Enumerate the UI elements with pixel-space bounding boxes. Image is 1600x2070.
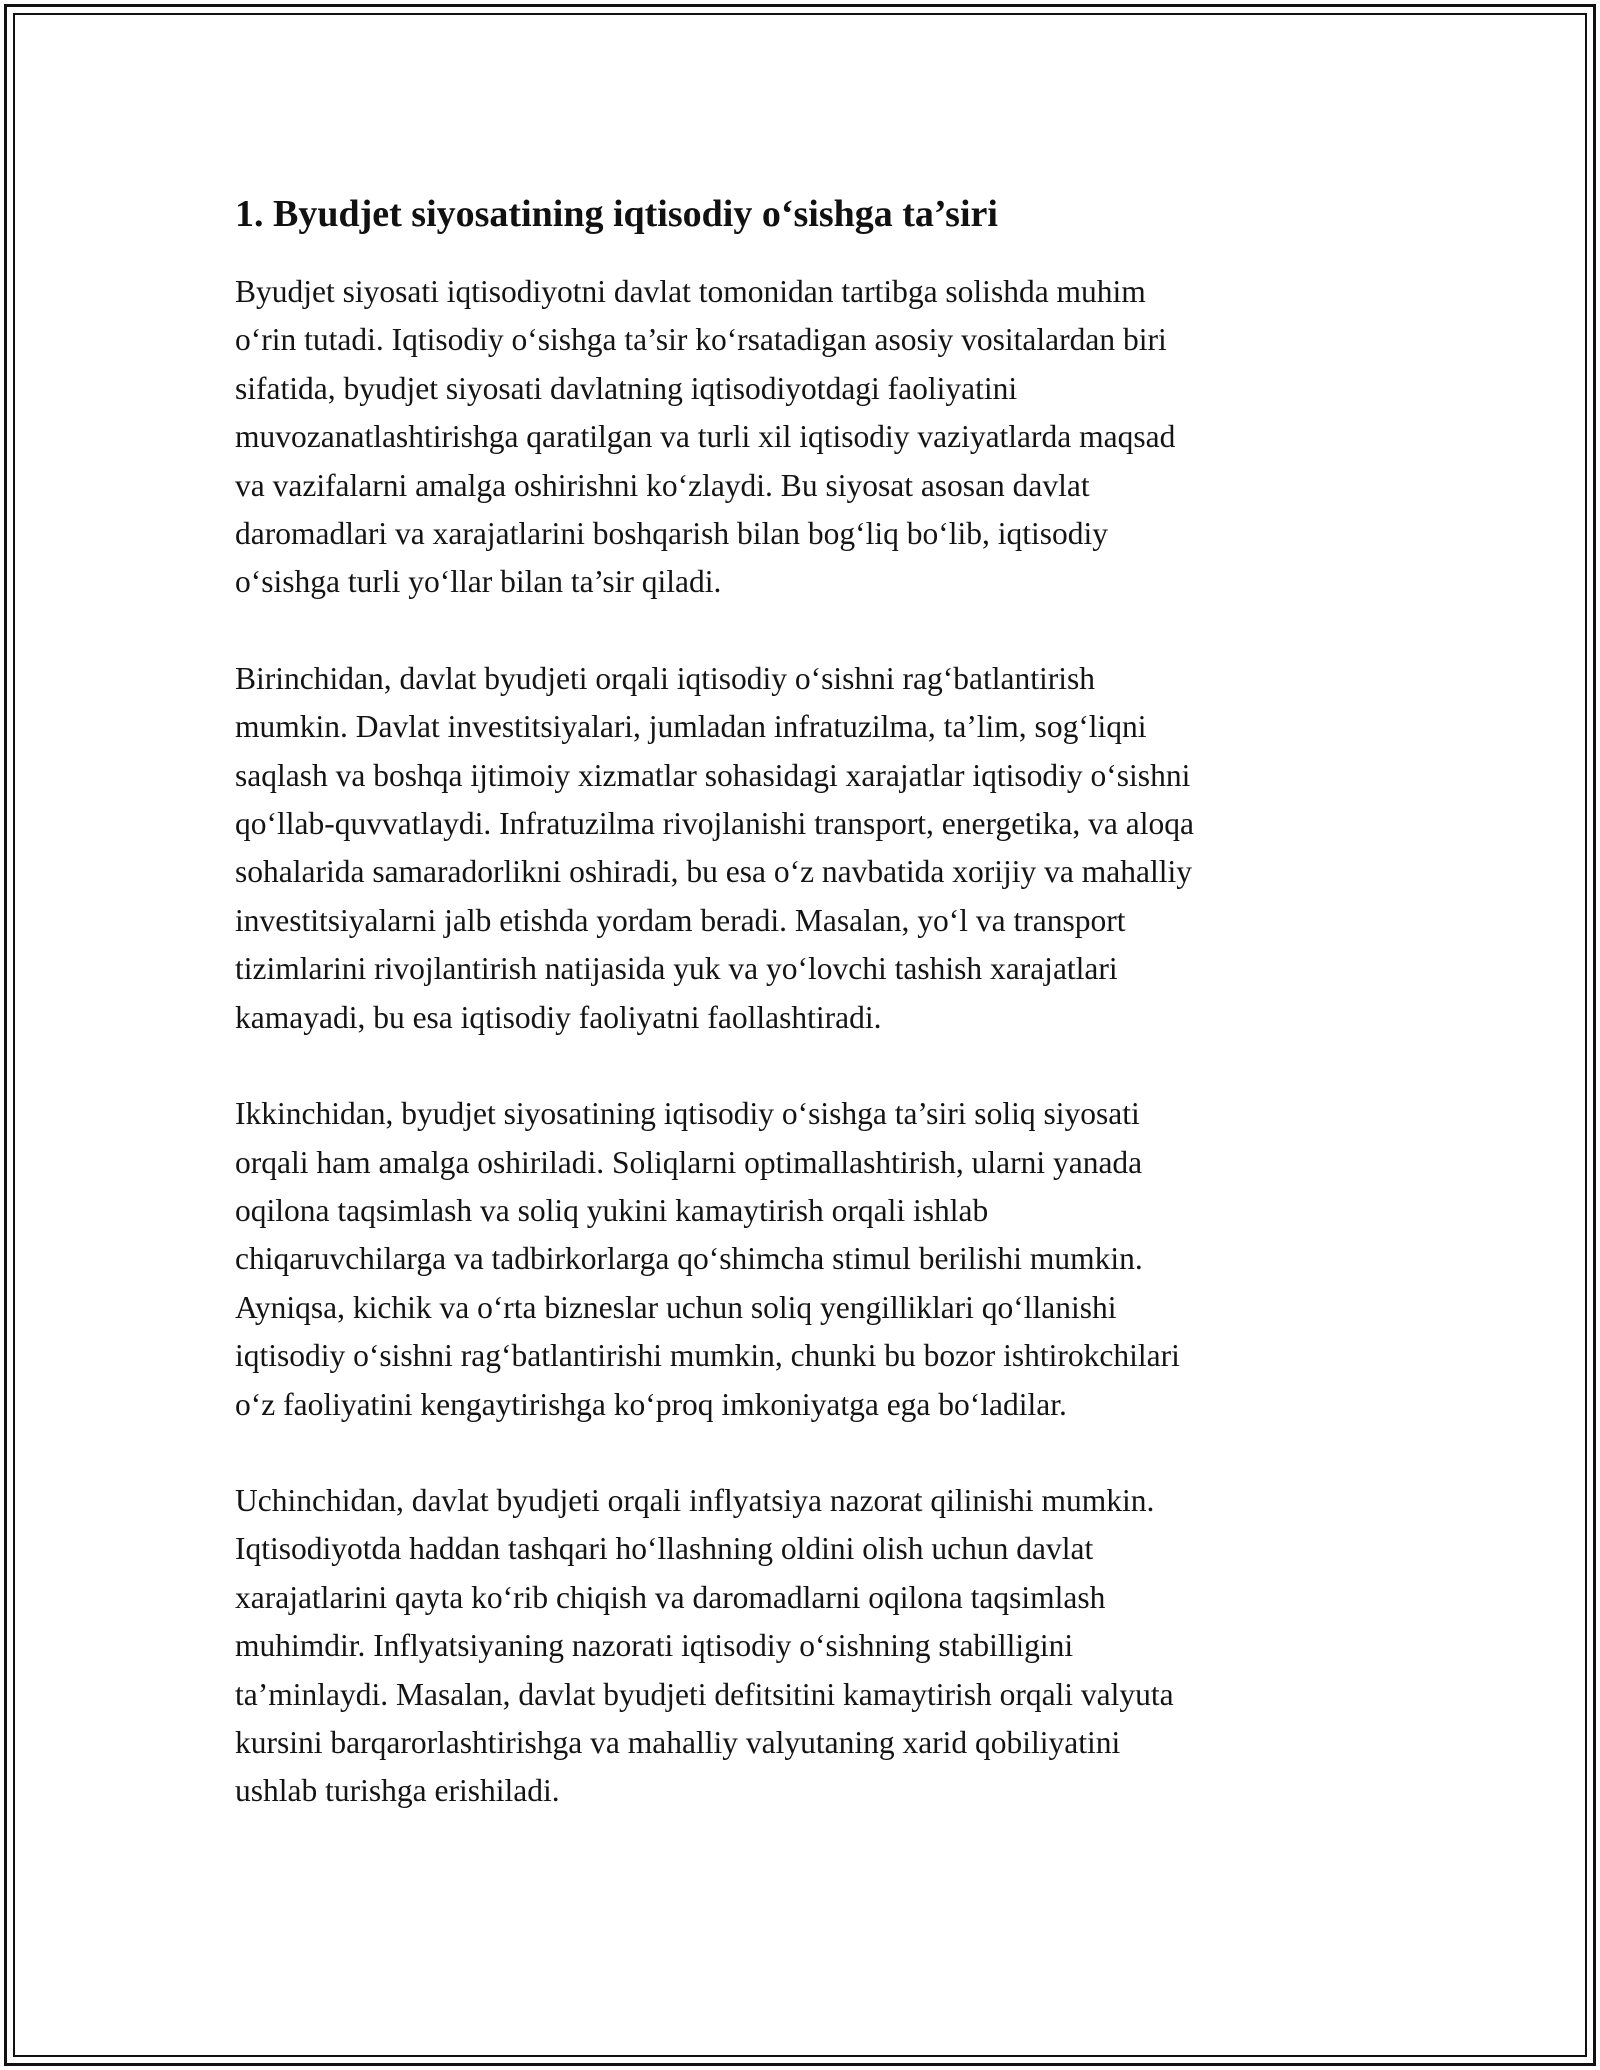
text-line: o‘rin tutadi. Iqtisodiy o‘sishga ta’sir ko‘rsatadigan asosiy vositalardan biri [235,322,1167,358]
section-heading: 1. Byudjet siyosatining iqtisodiy o‘sishga ta’siri [235,193,998,235]
text-line: sohalarida samaradorlikni oshiradi, bu esa o‘z navbatida xorijiy va mahalliy [235,854,1192,890]
text-line: Uchinchidan, davlat byudjeti orqali inflyatsiya nazorat qilinishi mumkin. [235,1482,1155,1518]
paragraph-intro [235,268,1375,607]
text-line: kursini barqarorlashtirishga va mahalliy valyutaning xarid qobiliyatini [235,1724,1121,1760]
text-line: chiqaruvchilarga va tadbirkorlarga qo‘shimcha stimul berilishi mumkin. [235,1241,1143,1277]
text-line: o‘sishga turli yo‘llar bilan ta’sir qiladi. [235,564,722,600]
text-line: iqtisodiy o‘sishni rag‘batlantirishi mumkin, chunki bu bozor ishtirokchilari [235,1338,1180,1374]
text-line: va vazifalarni amalga oshirishni ko‘zlaydi. Bu siyosat asosan davlat [235,467,1090,503]
text-line: Birinchidan, davlat byudjeti orqali iqtisodiy o‘sishni rag‘batlantirish [235,660,1095,696]
text-line: investitsiyalarni jalb etishda yordam beradi. Masalan, yo‘l va transport [235,902,1126,938]
text-line: qo‘llab-quvvatlaydi. Infratuzilma rivojlanishi transport, energetika, va aloqa [235,806,1194,842]
text-line: saqlash va boshqa ijtimoiy xizmatlar sohasidagi xarajatlar iqtisodiy o‘sishni [235,757,1191,793]
text-line: muvozanatlashtirishga qaratilgan va turli xil iqtisodiy vaziyatlarda maqsad [235,419,1176,455]
document-body [235,188,1375,1864]
text-line: ta’minlaydi. Masalan, davlat byudjeti defitsitini kamaytirish orqali valyuta [235,1676,1174,1712]
text-line: tizimlarini rivojlantirish natijasida yuk va yo‘lovchi tashish xarajatlari [235,951,1118,987]
text-line: Byudjet siyosati iqtisodiyotni davlat tomonidan tartibga solishda muhim [235,274,1146,309]
paragraph-first [235,655,1375,1042]
text-line: oqilona taqsimlash va soliq yukini kamaytirish orqali ishlab [235,1192,989,1228]
text-line: orqali ham amalga oshiriladi. Soliqlarni optimallashtirish, ularni yanada [235,1144,1143,1180]
text-line: o‘z faoliyatini kengaytirishga ko‘proq imkoniyatga ega bo‘ladilar. [235,1386,1067,1422]
text-line: Ayniqsa, kichik va o‘rta bizneslar uchun soliq yengilliklari qo‘llanishi [235,1289,1117,1325]
text-line: sifatida, byudjet siyosati davlatning iqtisodiyotdagi faoliyatini [235,370,1018,406]
paragraph-third [235,1477,1375,1816]
paragraph-second [235,1090,1375,1429]
text-line: mumkin. Davlat investitsiyalari, jumladan infratuzilma, ta’lim, sog‘liqni [235,709,1147,745]
text-line: Iqtisodiyotda haddan tashqari ho‘llashning oldini olish uchun davlat [235,1531,1094,1567]
text-line: xarajatlarini qayta ko‘rib chiqish va daromadlarni oqilona taqsimlash [235,1579,1106,1615]
text-line: kamayadi, bu esa iqtisodiy faoliyatni faollashtiradi. [235,999,882,1035]
text-line: muhimdir. Inflyatsiyaning nazorati iqtisodiy o‘sishning stabilligini [235,1628,1074,1664]
text-line: Ikkinchidan, byudjet siyosatining iqtisodiy o‘sishga ta’siri soliq siyosati [235,1096,1140,1132]
text-line: daromadlari va xarajatlarini boshqarish bilan bog‘liq bo‘lib, iqtisodiy [235,516,1109,552]
text-line: ushlab turishga erishiladi. [235,1773,560,1809]
